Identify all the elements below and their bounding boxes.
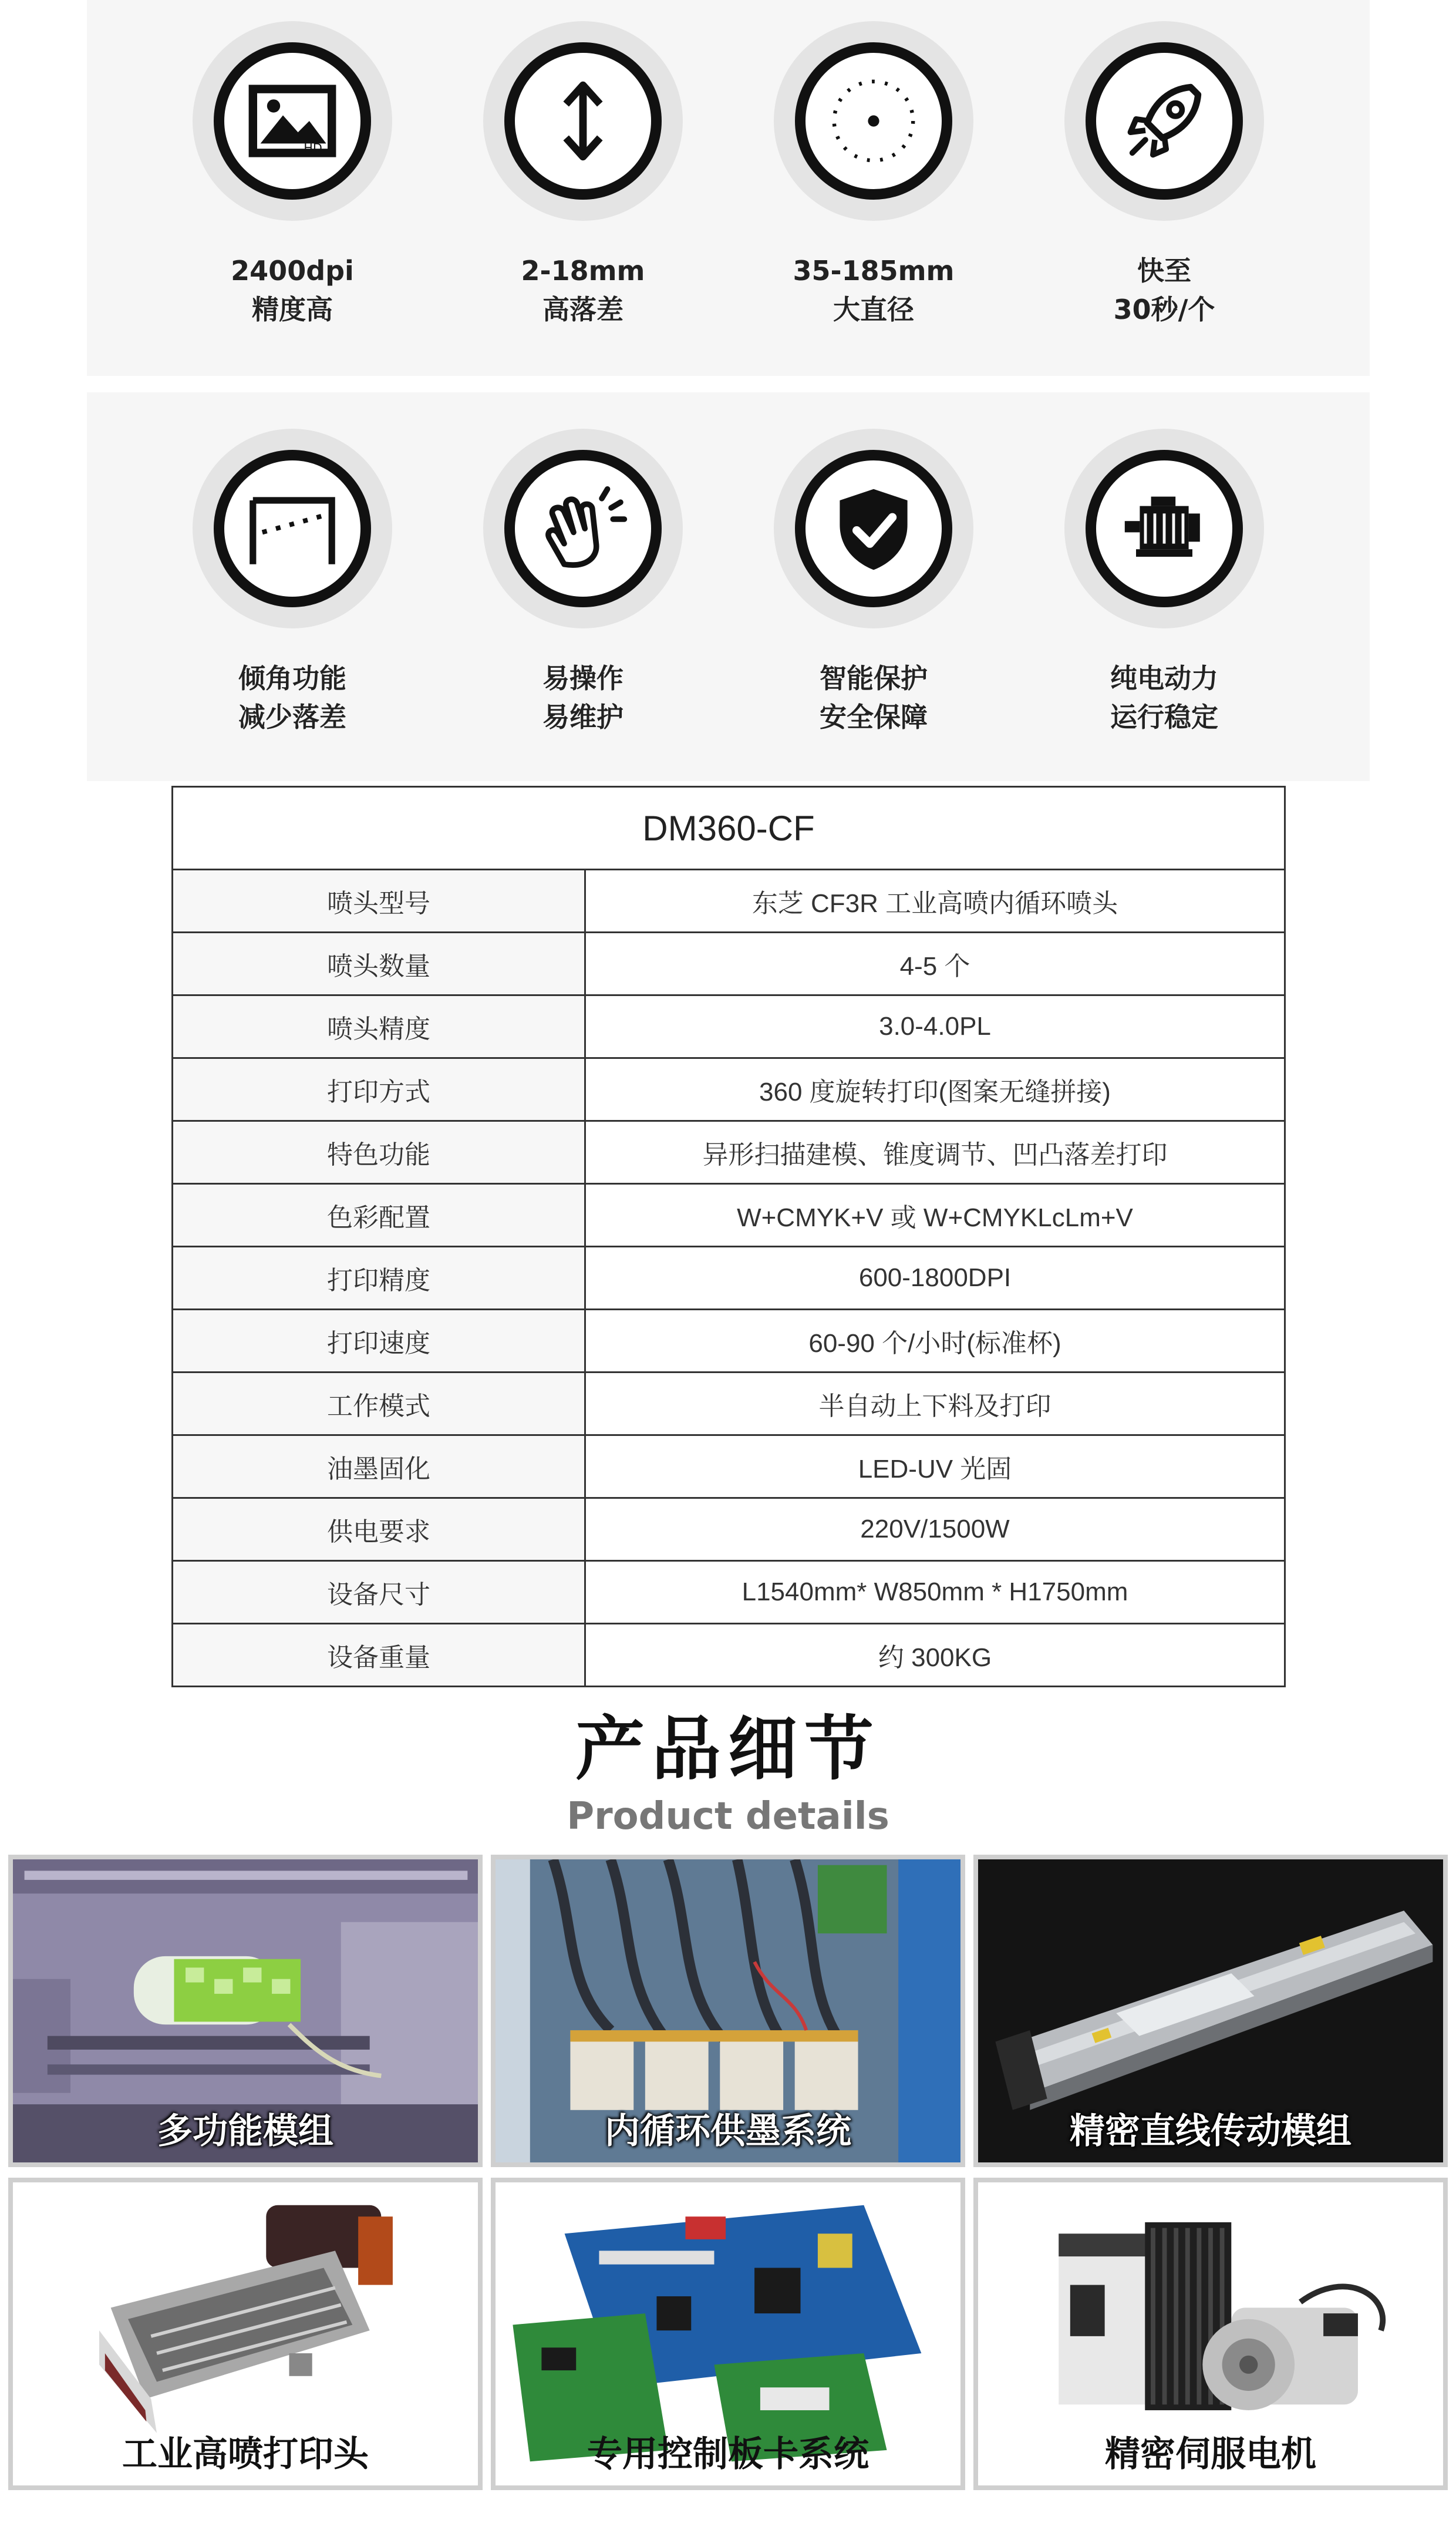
clapping-hands-icon <box>536 482 630 576</box>
feature-icon-disc <box>193 429 392 628</box>
spec-value: 4-5 个 <box>585 933 1285 995</box>
spec-row <box>173 1373 1285 1435</box>
spec-key: 打印速度 <box>173 1310 585 1373</box>
feature-icon-disc <box>774 21 973 221</box>
spec-row <box>173 1498 1285 1561</box>
spec-value: LED-UV 光固 <box>585 1435 1285 1498</box>
feature-electric-power <box>1017 429 1311 736</box>
feature-label: 减少落差 <box>238 701 346 733</box>
svg-text:HD: HD <box>304 140 322 155</box>
feature-value: 智能保护 <box>820 662 928 694</box>
feature-label: 精度高 <box>252 294 333 325</box>
feature-value: 快至 <box>1137 255 1191 287</box>
spec-key: 喷头型号 <box>173 870 585 933</box>
feature-value: 倾角功能 <box>238 662 346 694</box>
spec-value: 约 300KG <box>585 1624 1285 1687</box>
spec-key: 喷头数量 <box>173 933 585 995</box>
spec-value: 360 度旋转打印(图案无缝拼接) <box>585 1058 1285 1121</box>
spec-value: 220V/1500W <box>585 1498 1285 1561</box>
detail-card-control-board <box>491 2178 965 2490</box>
feature-value: 纯电动力 <box>1110 662 1218 694</box>
details-heading <box>0 1708 1456 1843</box>
details-title-en: Product details <box>567 1795 889 1838</box>
spec-value: W+CMYK+V 或 W+CMYKLcLm+V <box>585 1184 1285 1247</box>
spec-key: 设备尺寸 <box>173 1561 585 1624</box>
spec-key: 特色功能 <box>173 1121 585 1184</box>
spec-row <box>173 1561 1285 1624</box>
feature-label: 高落差 <box>542 294 623 325</box>
feature-icon-disc <box>774 429 973 628</box>
spec-value: 东芝 CF3R 工业高喷内循环喷头 <box>585 870 1285 933</box>
spec-value: 异形扫描建模、锥度调节、凹凸落差打印 <box>585 1121 1285 1184</box>
dotted-circle-icon <box>827 74 921 168</box>
details-title-cn: 产品细节 <box>575 1708 881 1789</box>
feature-drop-height <box>436 21 730 329</box>
spec-key: 喷头精度 <box>173 995 585 1058</box>
spec-key: 工作模式 <box>173 1373 585 1435</box>
feature-value: 35-185mm <box>793 255 955 287</box>
spec-table <box>171 786 1286 1687</box>
feature-diameter <box>727 21 1020 329</box>
spec-row <box>173 1184 1285 1247</box>
spec-row <box>173 870 1285 933</box>
detail-caption: 内循环供墨系统 <box>605 2111 851 2152</box>
shield-check-icon <box>827 482 921 576</box>
spec-key: 供电要求 <box>173 1498 585 1561</box>
spec-key: 色彩配置 <box>173 1184 585 1247</box>
spec-row <box>173 1310 1285 1373</box>
feature-icon-disc <box>1064 21 1264 221</box>
feature-value: 2-18mm <box>521 255 645 287</box>
feature-value: 2400dpi <box>231 255 354 287</box>
feature-icon-disc <box>483 429 683 628</box>
spec-title-row <box>173 787 1285 870</box>
feature-label: 安全保障 <box>820 701 928 733</box>
motor-icon <box>1117 482 1211 576</box>
spec-row <box>173 1058 1285 1121</box>
feature-icon-disc <box>193 21 392 221</box>
feature-label: 运行稳定 <box>1110 701 1218 733</box>
feature-icon-disc <box>483 21 683 221</box>
feature-speed <box>1017 21 1311 329</box>
spec-row <box>173 1247 1285 1310</box>
spec-value: 3.0-4.0PL <box>585 995 1285 1058</box>
detail-caption: 专用控制板卡系统 <box>587 2434 869 2475</box>
tilt-angle-icon <box>245 482 339 576</box>
spec-key: 打印方式 <box>173 1058 585 1121</box>
spec-value: L1540mm* W850mm * H1750mm <box>585 1561 1285 1624</box>
feature-protection <box>727 429 1020 736</box>
rocket-icon <box>1117 74 1211 168</box>
hd-image-icon <box>245 74 339 168</box>
feature-tilt <box>146 429 439 736</box>
spec-row <box>173 995 1285 1058</box>
spec-key: 设备重量 <box>173 1624 585 1687</box>
spec-row <box>173 1121 1285 1184</box>
detail-caption: 多功能模组 <box>157 2111 333 2152</box>
feature-icon-disc <box>1064 429 1264 628</box>
feature-precision <box>146 21 439 329</box>
spec-model: DM360-CF <box>173 787 1285 870</box>
detail-caption: 工业高喷打印头 <box>122 2434 369 2475</box>
detail-card-servo-motor <box>973 2178 1448 2490</box>
spec-row <box>173 933 1285 995</box>
feature-label: 易维护 <box>542 701 623 733</box>
spec-value: 60-90 个/小时(标准杯) <box>585 1310 1285 1373</box>
spec-row <box>173 1624 1285 1687</box>
detail-card-ink-circulation <box>491 1855 965 2167</box>
feature-label: 大直径 <box>833 294 914 325</box>
feature-easy-operation <box>436 429 730 736</box>
up-down-arrow-icon <box>536 74 630 168</box>
detail-card-printhead <box>8 2178 483 2490</box>
detail-caption: 精密伺服电机 <box>1105 2434 1316 2475</box>
feature-value: 易操作 <box>542 662 623 694</box>
spec-key: 油墨固化 <box>173 1435 585 1498</box>
detail-card-linear-module <box>973 1855 1448 2167</box>
spec-value: 600-1800DPI <box>585 1247 1285 1310</box>
spec-row <box>173 1435 1285 1498</box>
spec-key: 打印精度 <box>173 1247 585 1310</box>
detail-card-multifunction-module <box>8 1855 483 2167</box>
detail-caption: 精密直线传动模组 <box>1070 2111 1351 2152</box>
feature-label: 30秒/个 <box>1113 294 1215 325</box>
spec-value: 半自动上下料及打印 <box>585 1373 1285 1435</box>
